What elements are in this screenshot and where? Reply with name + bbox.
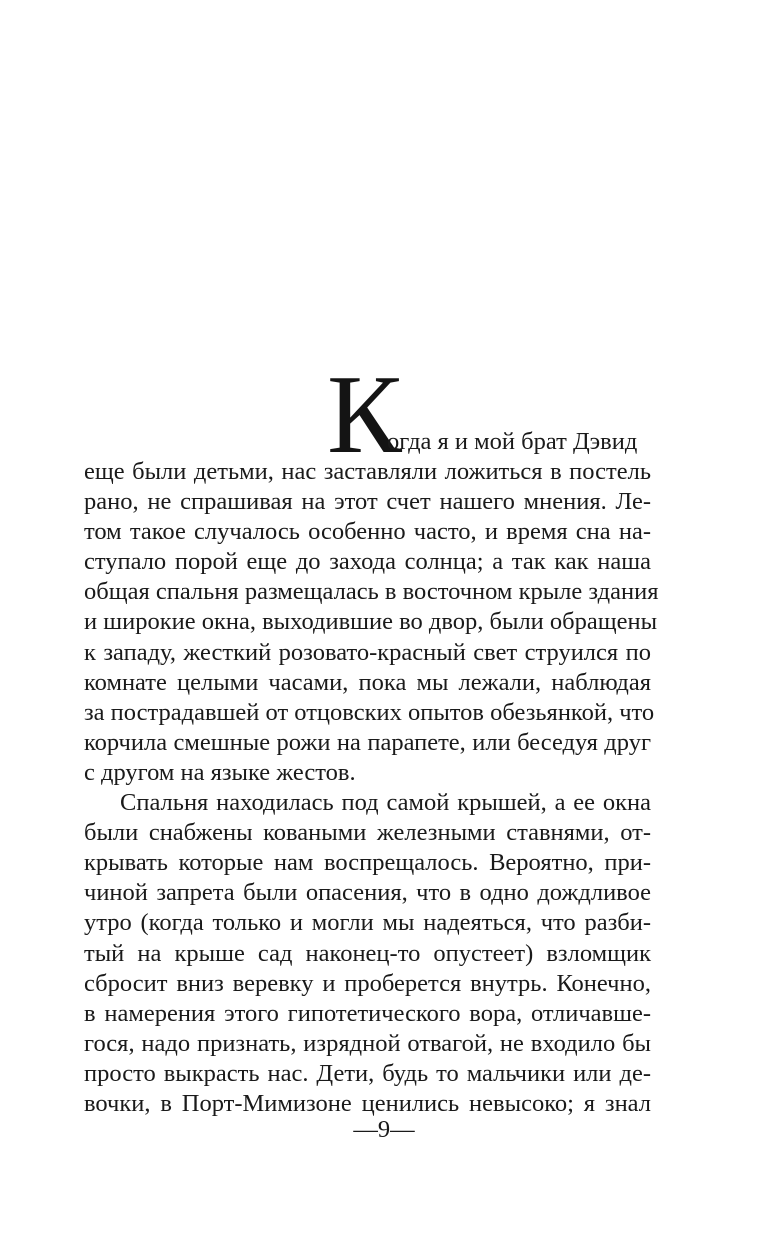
text-line: и широкие окна, выходившие во двор, были обращены (84, 608, 658, 636)
text-line: за пострадавшей от отцовских опытов обезьянкой, что (84, 698, 655, 726)
drop-cap-letter: К (327, 353, 402, 477)
text-line: к западу, жесткий розовато-красный свет струился по (84, 638, 651, 666)
text-line: комнате целыми часами, пока мы лежали, наблюдая (84, 668, 651, 696)
text-line: просто выкрасть нас. Дети, будь то мальчики или де- (84, 1059, 651, 1087)
text-line: корчила смешные рожи на парапете, или беседуя друг (84, 728, 651, 756)
text-line: с другом на языке жестов. (84, 758, 356, 786)
body-text (84, 457, 659, 1119)
opening-line-text: огда я и мой брат Дэвид (387, 428, 638, 455)
text-line: тый на крыше сад наконец-то опустеет) взломщик (84, 939, 651, 967)
text-line: общая спальня размещалась в восточном крыле здания (84, 578, 659, 606)
text-line: том такое случалось особенно часто, и время сна на- (84, 518, 651, 546)
text-line: гося, надо признать, изрядной отвагой, не входило бы (84, 1029, 651, 1057)
text-line: Спальня находилась под самой крышей, а ее окна (120, 789, 651, 817)
text-line: вочки, в Порт-Мимизоне ценились невысоко; я знал (84, 1089, 651, 1117)
text-line: еще были детьми, нас заставляли ложиться в постель (84, 458, 651, 485)
text-line: чиной запрета были опасения, что в одно дождливое (84, 879, 651, 907)
text-line: рано, не спрашивая на этот счет нашего мнения. Ле- (84, 488, 651, 516)
text-line: утро (когда только и могли мы надеяться, что разби- (84, 909, 651, 937)
text-line: сбросит вниз веревку и проберется внутрь. Конечно, (84, 969, 651, 997)
text-line: крывать которые нам воспрещалось. Вероятно, при- (84, 849, 651, 877)
chapter-opening (327, 353, 657, 477)
text-line: в намерения этого гипотетического вора, отличавше- (84, 999, 651, 1027)
text-line: были снабжены коваными железными ставнями, от- (84, 819, 651, 847)
page-number: —9— (353, 1116, 415, 1143)
text-line: ступало порой еще до захода солнца; а так как наша (84, 548, 651, 576)
